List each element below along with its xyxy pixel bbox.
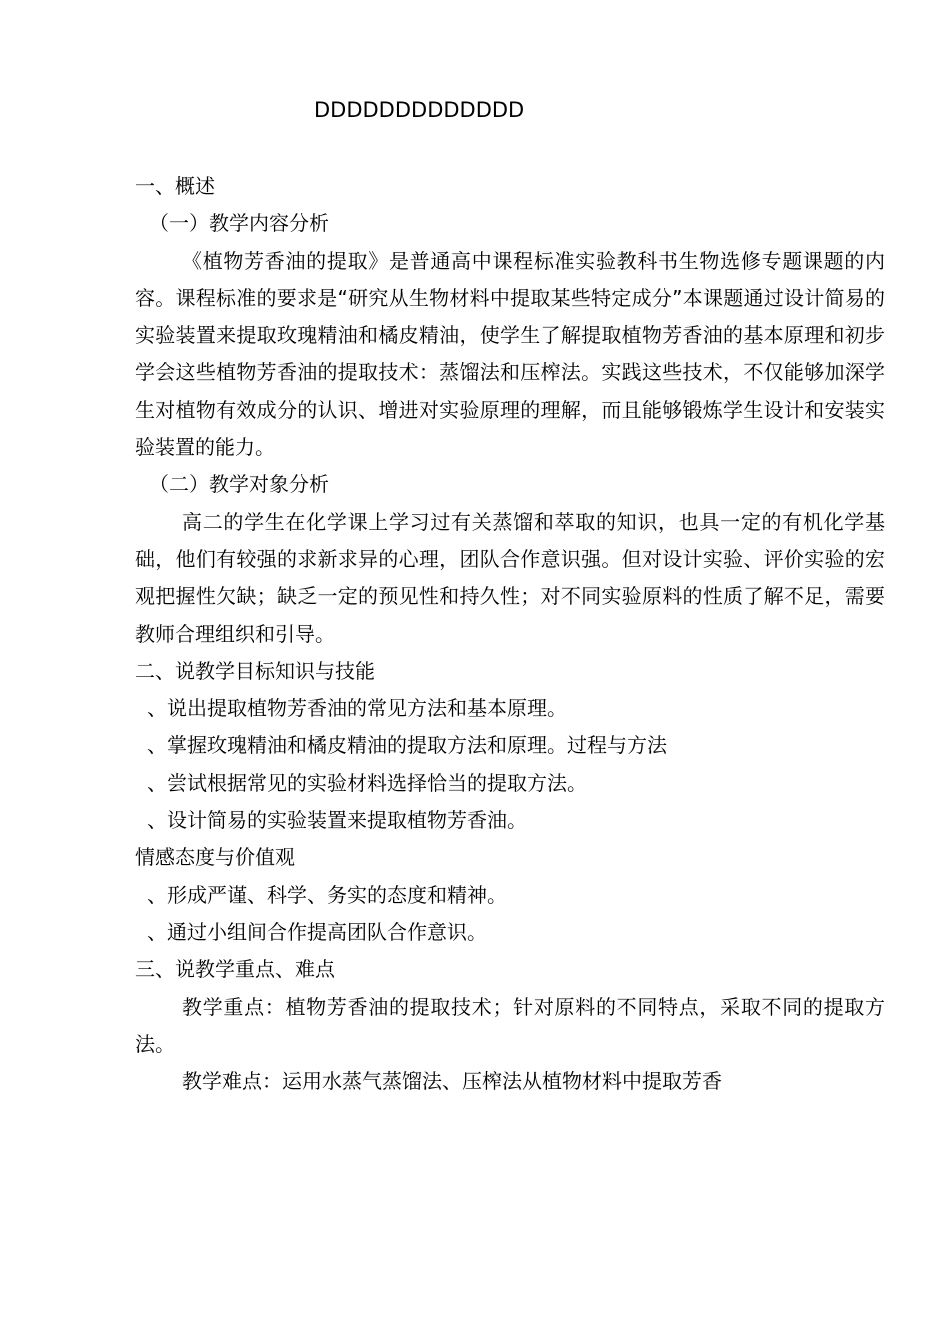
difficulty-paragraph: 教学难点：运用水蒸气蒸馏法、压榨法从植物材料中提取芳香 <box>182 1069 722 1094</box>
document-body <box>135 168 885 1100</box>
emotion-item: 、通过小组间合作提高团队合作意识。 <box>147 919 487 944</box>
teaching-content-paragraph: 《植物芳香油的提取》是普通高中课程标准实验教科书生物选修专题课题的内容。课程标准的要求是“研究从生物材料中提取某些特定成分”本课题通过设计简易的实验装置来提取玫瑰精油和橘皮精油，使学生了解提取植物芳香油的基本原理和初步学会这些植物芳香油的提取技术：蒸馏法和压榨法。实践这些技术，不仅能够加深学生对植物有效成分的认识、增进对实验原理的理解，而且能够锻炼学生设计和安装实验装置的能力。 <box>135 248 885 460</box>
objective-item: 、设计简易的实验装置来提取植物芳香油。 <box>147 808 527 833</box>
document-title: DDDDDDDDDDDDD <box>314 98 525 122</box>
section-2-heading: 二、说教学目标知识与技能 <box>135 658 375 683</box>
emotion-item: 、形成严谨、科学、务实的态度和精神。 <box>147 882 507 907</box>
objective-item: 、掌握玫瑰精油和橘皮精油的提取方法和原理。过程与方法 <box>147 733 667 758</box>
section-3-heading: 三、说教学重点、难点 <box>135 957 335 982</box>
emotion-heading: 情感态度与价值观 <box>135 845 295 870</box>
objective-item: 、说出提取植物芳香油的常见方法和基本原理。 <box>147 696 567 721</box>
key-points-paragraph: 教学重点：植物芳香油的提取技术；针对原料的不同特点，采取不同的提取方法。 <box>135 994 885 1056</box>
section-1-heading: 一、概述 <box>135 174 215 198</box>
section-1-sub-1-heading: （一）教学内容分析 <box>149 211 329 236</box>
teaching-object-paragraph: 高二的学生在化学课上学习过有关蒸馏和萃取的知识，也具一定的有机化学基础，他们有较强的求新求异的心理，团队合作意识强。但对设计实验、评价实验的宏观把握性欠缺；缺乏一定的预见性和持久性；对不同实验原料的性质了解不足，需要教师合理组织和引导。 <box>135 509 885 646</box>
objective-item: 、尝试根据常见的实验材料选择恰当的提取方法。 <box>147 770 587 795</box>
section-1-sub-2-heading: （二）教学对象分析 <box>149 472 329 497</box>
